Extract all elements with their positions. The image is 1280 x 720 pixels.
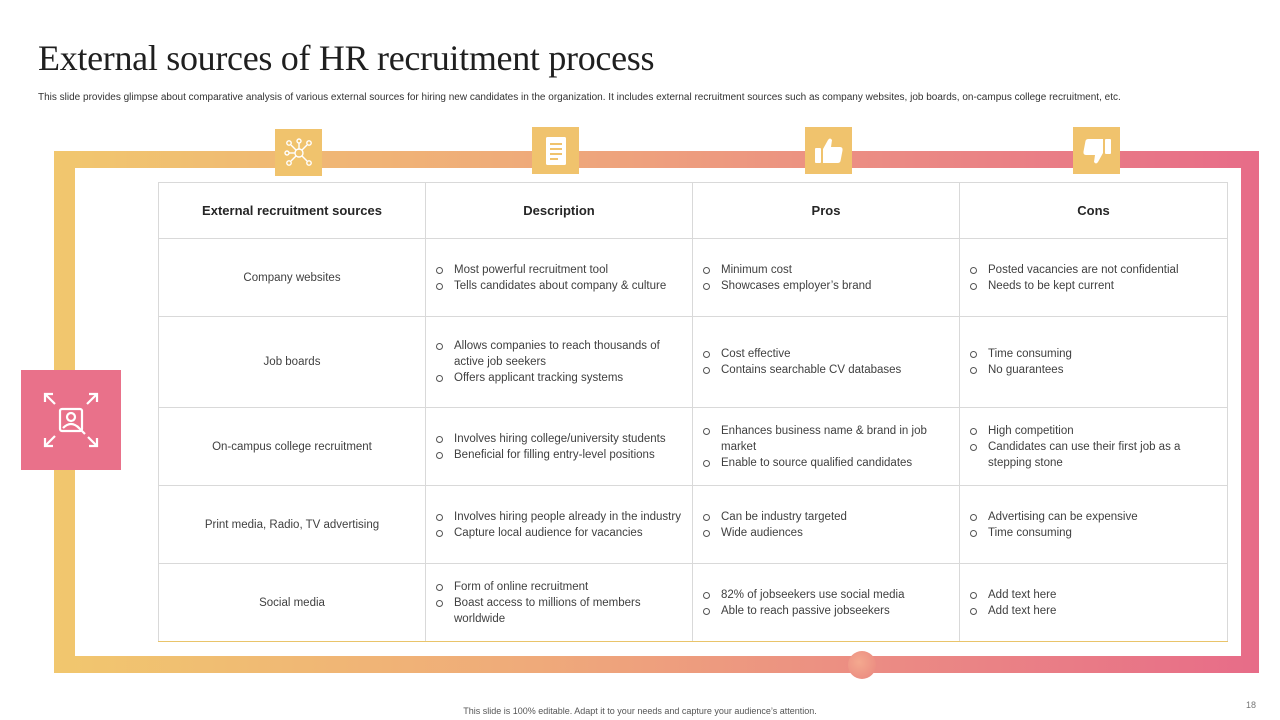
list-item: Posted vacancies are not confidential — [968, 262, 1219, 278]
list-item: Boast access to millions of members worldwide — [434, 595, 684, 627]
header-description: Description — [426, 183, 693, 239]
header-pros: Pros — [693, 183, 960, 239]
slide-subtitle: This slide provides glimpse about comparative analysis of various external sources for hiring new candidates in the organization. It includes external recruitment sources such as company websites, job boards, on-campus college recruitment, etc. — [38, 92, 1121, 103]
table-row — [159, 317, 1228, 408]
pros-cell — [693, 408, 960, 486]
table-header-row — [159, 183, 1228, 239]
list-item: Tells candidates about company & culture — [434, 278, 684, 294]
table-row — [159, 564, 1228, 642]
slide-title: External sources of HR recruitment process — [38, 38, 655, 78]
list-item: Minimum cost — [701, 262, 951, 278]
list-item: Enable to source qualified candidates — [701, 455, 951, 471]
header-cons: Cons — [960, 183, 1228, 239]
list-item: Able to reach passive jobseekers — [701, 603, 951, 619]
list-item: Candidates can use their first job as a stepping stone — [968, 439, 1219, 471]
table-row — [159, 239, 1228, 317]
list-item: Add text here — [968, 603, 1219, 619]
list-item: Wide audiences — [701, 525, 951, 541]
list-item: Allows companies to reach thousands of active job seekers — [434, 338, 684, 370]
list-item: Form of online recruitment — [434, 579, 684, 595]
list-item: Beneficial for filling entry-level positions — [434, 447, 684, 463]
list-item: Advertising can be expensive — [968, 509, 1219, 525]
list-item: Showcases employer’s brand — [701, 278, 951, 294]
list-item: Time consuming — [968, 525, 1219, 541]
thumbs-down-icon — [1073, 127, 1120, 174]
list-item: Enhances business name & brand in job market — [701, 423, 951, 455]
source-cell: On-campus college recruitment — [159, 408, 426, 486]
list-item: Time consuming — [968, 346, 1219, 362]
description-cell — [426, 317, 693, 408]
source-cell: Company websites — [159, 239, 426, 317]
list-item: Cost effective — [701, 346, 951, 362]
list-item: Needs to be kept current — [968, 278, 1219, 294]
list-item: Can be industry targeted — [701, 509, 951, 525]
pros-cell — [693, 486, 960, 564]
cons-cell — [960, 239, 1228, 317]
source-cell: Print media, Radio, TV advertising — [159, 486, 426, 564]
footer-note: This slide is 100% editable. Adapt it to your needs and capture your audience’s attention. — [463, 706, 817, 716]
list-item: Most powerful recruitment tool — [434, 262, 684, 278]
list-item: Capture local audience for vacancies — [434, 525, 684, 541]
decorative-dot — [848, 651, 876, 679]
pros-cell — [693, 564, 960, 642]
list-item: Add text here — [968, 587, 1219, 603]
list-item: High competition — [968, 423, 1219, 439]
source-cell: Social media — [159, 564, 426, 642]
cons-cell — [960, 408, 1228, 486]
table-row — [159, 486, 1228, 564]
thumbs-up-icon — [805, 127, 852, 174]
description-cell — [426, 564, 693, 642]
pros-cell — [693, 239, 960, 317]
candidate-search-icon — [21, 370, 121, 470]
description-cell — [426, 486, 693, 564]
list-item: Contains searchable CV databases — [701, 362, 951, 378]
table-row — [159, 408, 1228, 486]
list-item: Offers applicant tracking systems — [434, 370, 684, 386]
list-item: 82% of jobseekers use social media — [701, 587, 951, 603]
header-sources: External recruitment sources — [159, 183, 426, 239]
page-number: 18 — [1246, 700, 1257, 710]
cons-cell — [960, 486, 1228, 564]
cons-cell — [960, 317, 1228, 408]
description-cell — [426, 408, 693, 486]
list-item: Involves hiring people already in the industry — [434, 509, 684, 525]
cons-cell — [960, 564, 1228, 642]
list-item: Involves hiring college/university students — [434, 431, 684, 447]
list-item: No guarantees — [968, 362, 1219, 378]
source-cell: Job boards — [159, 317, 426, 408]
pros-cell — [693, 317, 960, 408]
network-icon — [275, 129, 322, 176]
comparison-table — [158, 182, 1228, 642]
document-icon — [532, 127, 579, 174]
description-cell — [426, 239, 693, 317]
